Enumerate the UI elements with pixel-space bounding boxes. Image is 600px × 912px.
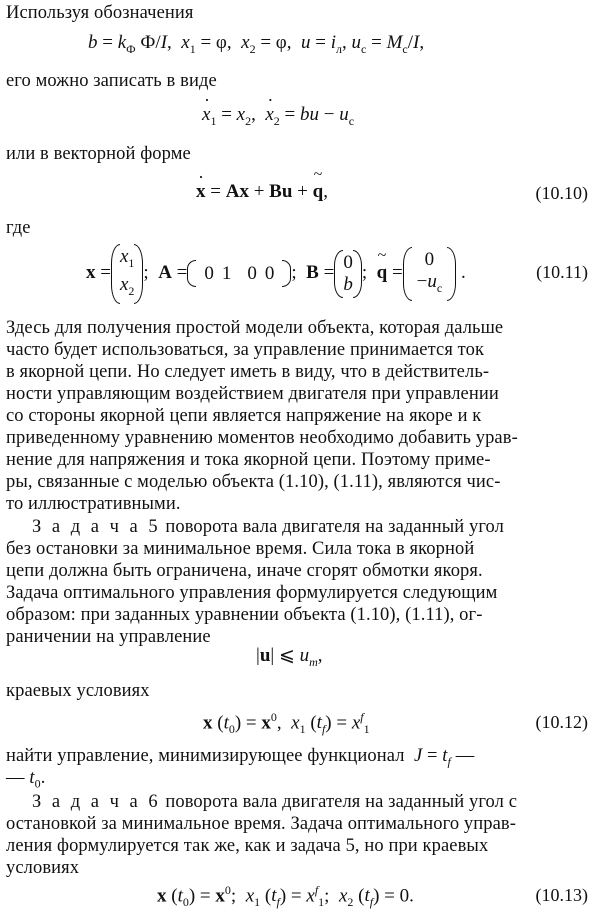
paragraph-line: Задача оптимального управления формулируется следующим (6, 583, 498, 603)
text-line: или в векторной форме (6, 144, 191, 164)
task-label: З а д а ч а 6 (32, 792, 161, 812)
paragraph-line: раничении на управление (6, 627, 211, 647)
paragraph-line: ления формулируется так же, как и задача 5, но при краевых (6, 836, 489, 856)
state-equations: · $x_1 = x_2$, · $x_2$ = bu − $u_c$ (202, 104, 354, 129)
functional-continuation: — $t_0$. (6, 768, 46, 791)
paragraph-line: условиях (6, 858, 80, 878)
paragraph-line: со стороны якорной цепи является напряжение на якоре и к (6, 406, 482, 426)
text-line: краевых условиях (6, 681, 150, 701)
equation-number: (10.11) (536, 262, 588, 282)
paragraph-line: цепи должна быть ограничена, иначе сгорят обмотки якоря. (6, 561, 483, 581)
paragraph-line: в якорной цепи. Но следует иметь в виду, что в действитель- (6, 362, 490, 382)
matrix-definitions: x = $x_1$ $x_2$ ; A = 0 1 0 0 ; B = 0 b ; ~ q = 0 $-u_c$ . (86, 246, 466, 302)
paragraph-line: то иллюстративными. (6, 494, 181, 514)
vector-equation: · x = Ax + Bu + ~ q, (196, 181, 328, 203)
paragraph-line: З а д а ч а 5 поворота вала двигателя на заданный угол (32, 517, 504, 537)
control-constraint: |u| ⩽ $u_m$, (256, 645, 323, 669)
boundary-conditions: x $(t_0) = x^0$, $x_1$ $(t_f) = x^f_1$ (203, 710, 370, 737)
boundary-conditions-task6: x $(t_0) = x^0$; $x_1$ $(t_f) = x^f_1$; $x_2$ $(t_f) = 0$. (157, 883, 414, 910)
paragraph-line: приведенному уравнению моментов необходимо добавить урав- (6, 428, 518, 448)
paragraph-line: образом: при заданных уравнении объекта (1.10), (1.11), ог- (6, 605, 483, 625)
text-line: Используя обозначения (6, 3, 194, 23)
paragraph-line: нение для напряжения и тока якорной цепи. Поэтому приме- (6, 450, 491, 470)
text-line: где (6, 218, 31, 238)
paragraph-line: остановкой за минимальное время. Задача оптимального управ- (6, 814, 517, 834)
equation-number: (10.13) (535, 885, 588, 905)
paragraph-line: З а д а ч а 6 поворота вала двигателя на заданный угол с (32, 792, 518, 812)
paragraph-line: часто будет использоваться, за управление принимается ток (6, 340, 485, 360)
task-label: З а д а ч а 5 (32, 517, 161, 537)
equation-number: (10.10) (535, 183, 588, 203)
paragraph-line: без остановки за минимальное время. Сила тока в якорной (6, 539, 475, 559)
equation-number: (10.12) (535, 712, 588, 732)
paragraph-line: ры, связанные с моделью объекта (1.10), (1.11), являются чис- (6, 472, 501, 492)
paragraph-line: ности управляющим воздействием двигателя при управлении (6, 384, 499, 404)
paragraph-line: Здесь для получения простой модели объекта, которая дальше (6, 318, 504, 338)
definition-equation: $b = k_Ф$ Ф/I, $x_1 = \varphi$, $x_2 = \varphi$, $u = i_л$, $u_c = M_c/I$, (88, 32, 425, 56)
functional-line: найти управление, минимизирующее функционал $J = t_f$ — (6, 746, 475, 769)
text-line: его можно записать в виде (6, 71, 217, 91)
